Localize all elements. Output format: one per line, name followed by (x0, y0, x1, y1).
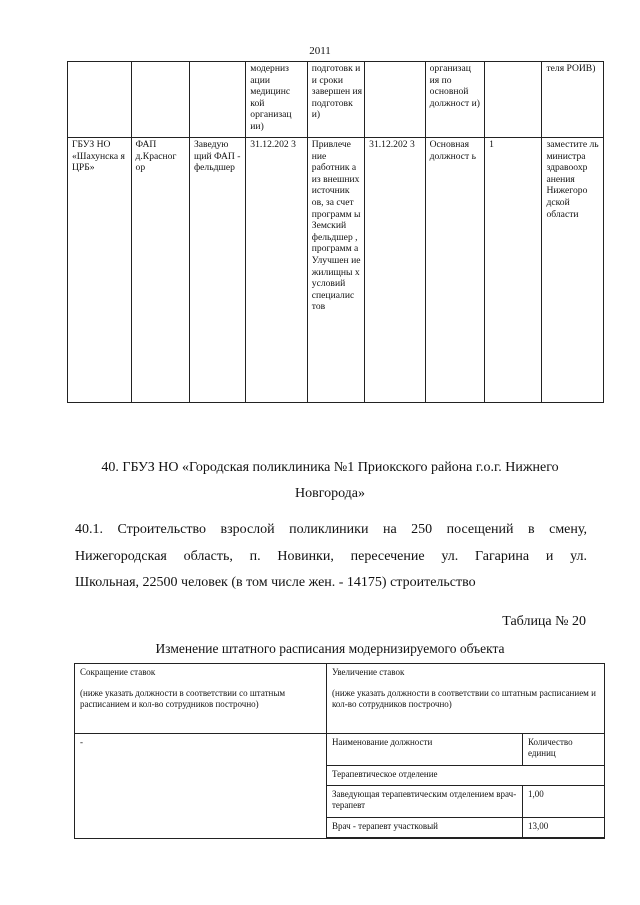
table-cell: подготовк и и сроки завершен ия подготовк и) (307, 62, 364, 138)
reduction-note: (ниже указать должности в соответствии со штатным расписанием и кол-во сотрудников построчно) (80, 688, 286, 709)
table-cell: 31.12.202 3 (365, 138, 425, 403)
section-heading-line: 40. ГБУЗ НО «Городская поликлиника №1 Приокского района г.о.г. Нижнего (101, 460, 559, 475)
count-cell: 1,00 (523, 786, 605, 818)
reduction-header: Сокращение ставок (80, 667, 156, 677)
continuation-table (67, 61, 604, 403)
page-number: 2011 (309, 45, 331, 57)
paragraph-line: 40.1. Строительство взрослой поликлиники на 250 посещений в смену, (75, 522, 587, 537)
column-header-count: Количество единиц (523, 734, 605, 766)
table-number: Таблица № 20 (502, 614, 586, 629)
position-cell: Врач - терапевт участковый (327, 818, 523, 838)
table-cell (485, 62, 542, 138)
table-cell: Привлече ние работник а из внешних источник ов, за счет программ ы Земский фельдшер , программ а Улучшен ие жилищны х условий специалис тов (307, 138, 364, 403)
table-cell: теля РОИВ) (542, 62, 604, 138)
section-heading (60, 455, 600, 507)
table-cell: ФАП д.Красног ор (131, 138, 189, 403)
table-cell: организац ия по основной должност и) (425, 62, 484, 138)
table-cell (131, 62, 189, 138)
table-cell: модерниз ации медицинс кой организац ии) (246, 62, 307, 138)
table-cell (365, 62, 425, 138)
section-heading-line: Новгорода» (294, 486, 366, 501)
increase-header: Увеличение ставок (332, 667, 405, 677)
column-header-position: Наименование должности (327, 734, 523, 766)
reduction-value: - (75, 734, 327, 839)
table-cell (68, 62, 132, 138)
position-cell: Заведующая терапевтическим отделением врач-терапевт (327, 786, 523, 818)
table-cell: заместите ль министра здравоохр анения Нижегоро дской области (542, 138, 604, 403)
count-cell: 13,00 (523, 818, 605, 838)
table-caption: Изменение штатного расписания модернизируемого объекта (155, 641, 505, 656)
table-cell (189, 62, 245, 138)
increase-note: (ниже указать должности в соответствии со штатным расписанием и кол-во сотрудников построчно) (332, 688, 596, 709)
table-cell: ГБУЗ НО «Шахунска я ЦРБ» (68, 138, 132, 403)
section-paragraph (75, 517, 587, 597)
department-row: Терапевтическое отделение (327, 766, 605, 786)
staff-change-table (74, 663, 605, 839)
increase-header-cell (327, 664, 605, 734)
reduction-header-cell (75, 664, 327, 734)
table-cell: Основная должност ь (425, 138, 484, 403)
paragraph-line: Школьная, 22500 человек (в том числе жен. - 14175) строительство (75, 575, 476, 590)
table-cell: Заведую щий ФАП - фельдшер (189, 138, 245, 403)
table-spacer (327, 838, 605, 839)
table-cell: 1 (485, 138, 542, 403)
table-cell: 31.12.202 3 (246, 138, 307, 403)
paragraph-line: Нижегородская область, п. Новинки, пересечение ул. Гагарина и ул. (75, 548, 587, 564)
